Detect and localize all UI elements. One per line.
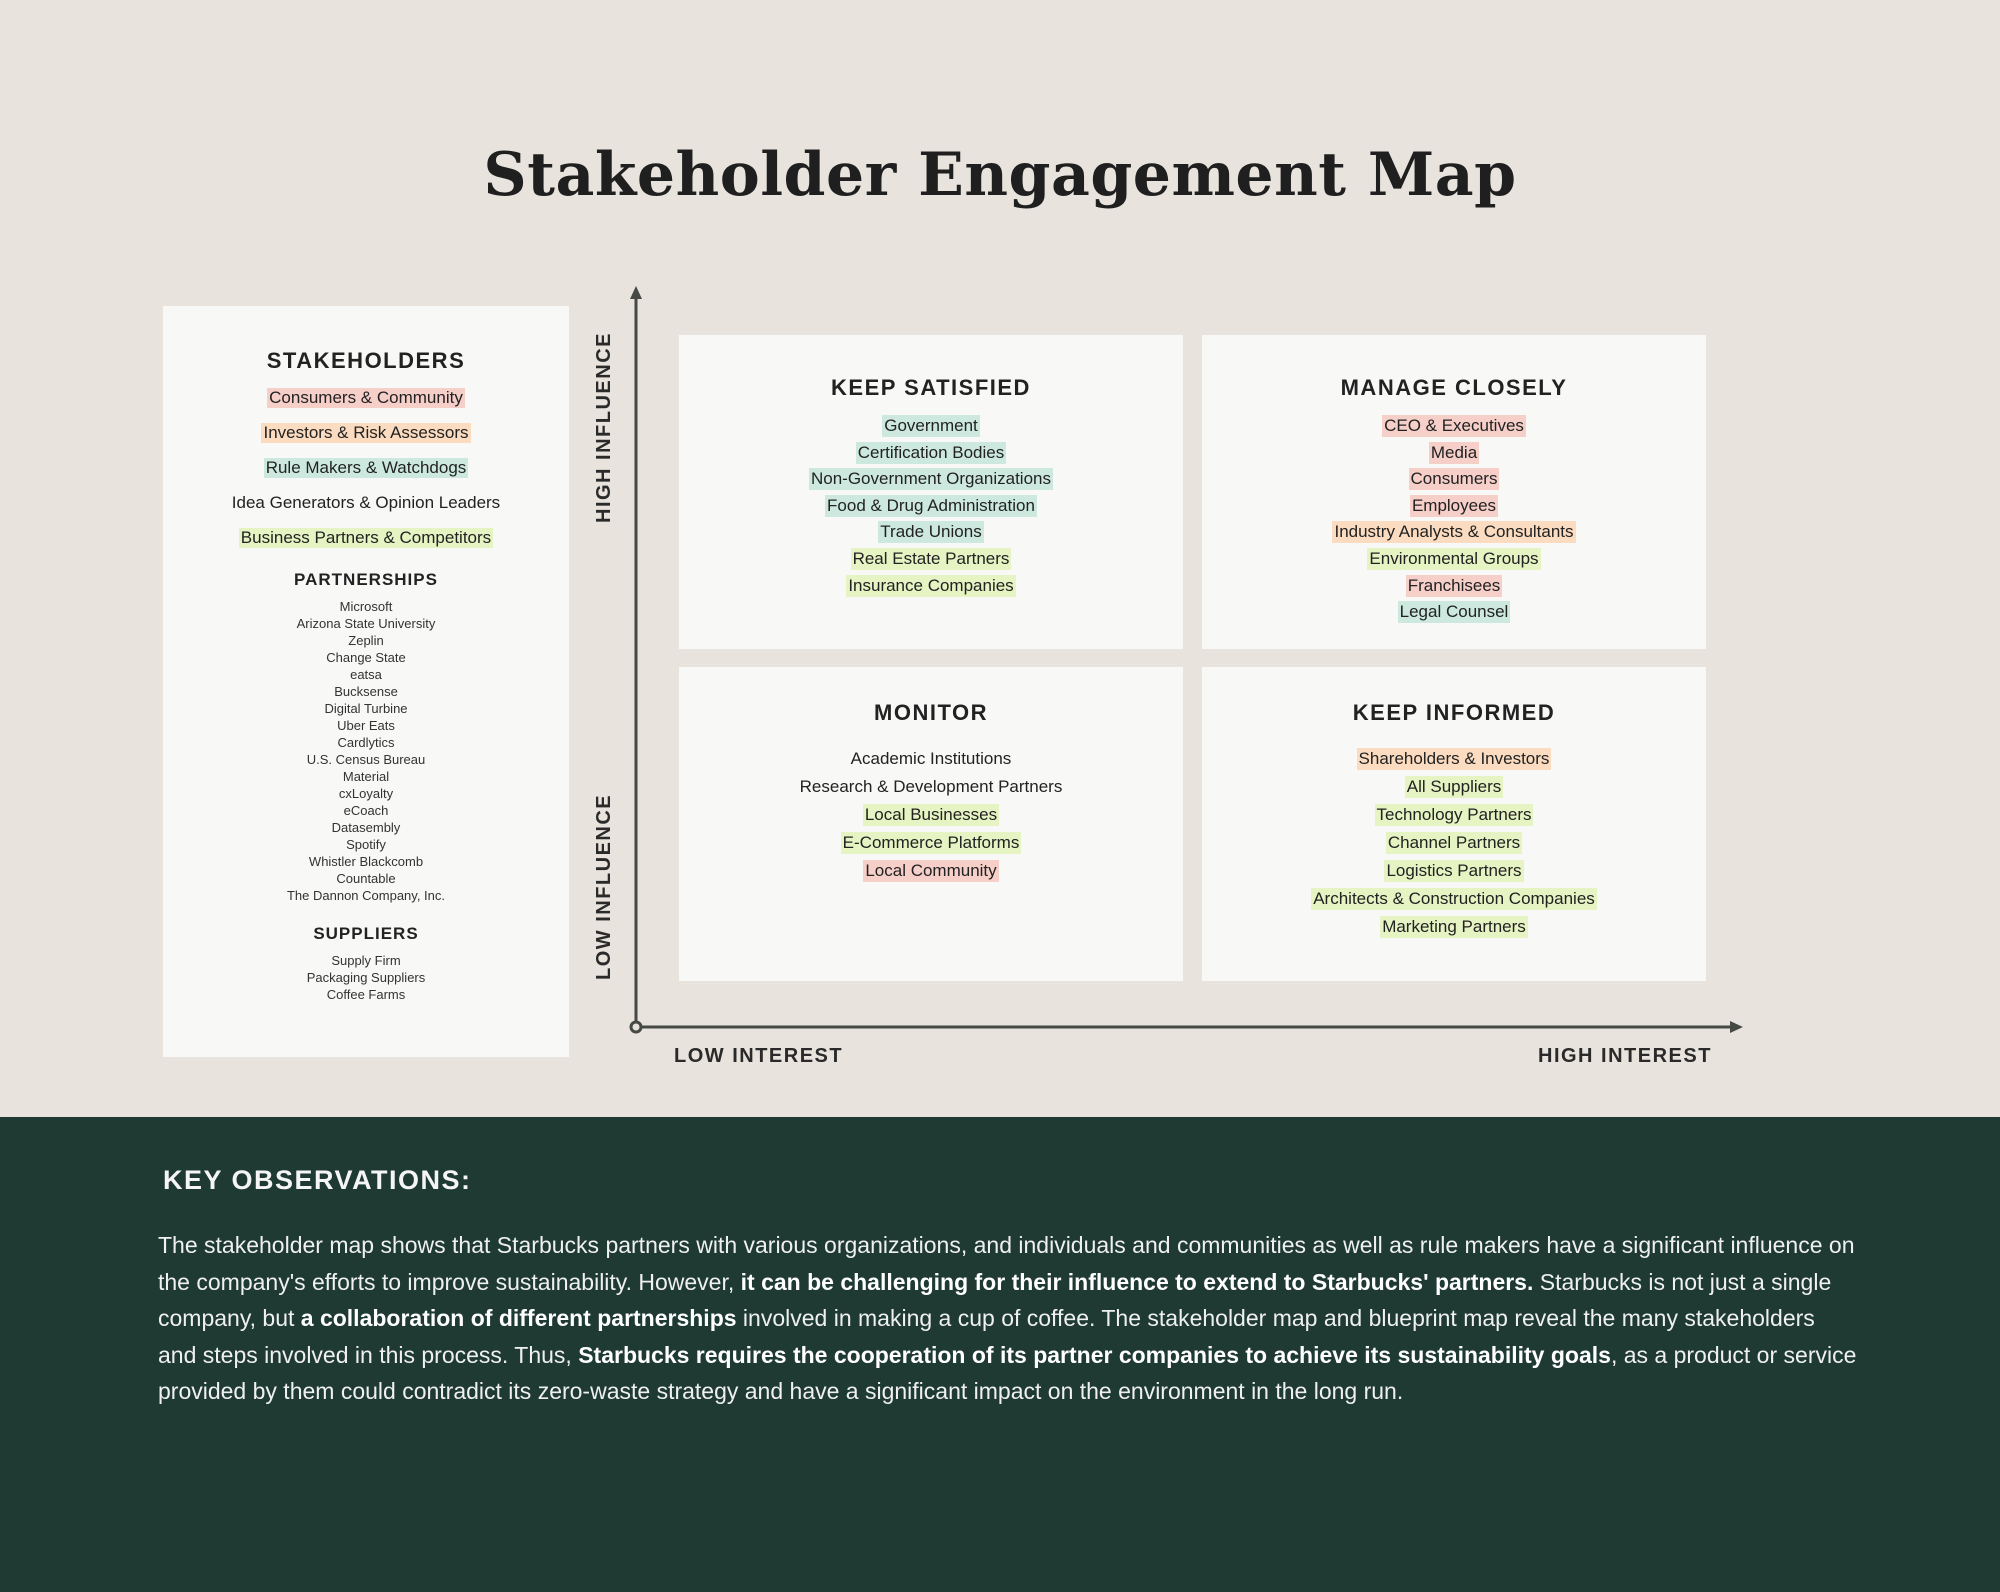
stakeholder-item xyxy=(679,832,1183,854)
stakeholder-item xyxy=(1202,415,1706,437)
list-item: Uber Eats xyxy=(337,718,395,733)
list-item: cxLoyalty xyxy=(338,786,394,801)
x-axis-arrow xyxy=(1730,1021,1743,1033)
stakeholder-item xyxy=(679,521,1183,543)
list-item: Cardlytics xyxy=(337,735,395,750)
stakeholder-label: Employees xyxy=(1411,495,1497,515)
observations-heading: KEY OBSERVATIONS: xyxy=(163,1165,472,1195)
suppliers-heading: SUPPLIERS xyxy=(313,924,419,943)
x-axis-low-label: LOW INTEREST xyxy=(674,1045,844,1067)
list-item: eCoach xyxy=(343,803,389,818)
observation-text: Starbucks is not just a single company, but xyxy=(158,1268,1832,1331)
stakeholder-item xyxy=(679,575,1183,597)
list-item: Microsoft xyxy=(339,599,393,614)
stakeholder-label: Shareholders & Investors xyxy=(1358,749,1550,768)
partnerships-heading: PARTNERSHIPS xyxy=(294,570,438,589)
stakeholder-item xyxy=(1202,888,1706,910)
list-item: Packaging Suppliers xyxy=(306,970,426,985)
list-item: Countable xyxy=(336,871,396,886)
list-item: Whistler Blackcomb xyxy=(308,854,424,869)
stakeholder-item xyxy=(1202,832,1706,854)
stakeholder-item xyxy=(679,468,1183,490)
observation-text: The stakeholder map shows that Starbucks partners with various organizations, and individuals and communities as well as rule makers have a significant influence on the company's efforts to improve sustainability. However, xyxy=(158,1232,1855,1295)
stakeholder-label: Government xyxy=(884,416,978,435)
list-item: Coffee Farms xyxy=(326,987,406,1002)
stakeholder-item xyxy=(1202,442,1706,464)
x-axis-high-label: HIGH INTEREST xyxy=(1538,1045,1712,1067)
y-axis-high-label: HIGH INFLUENCE xyxy=(593,332,615,523)
stakeholder-item xyxy=(1202,601,1706,623)
stakeholder-label: Research & Development Partners xyxy=(799,777,1063,796)
list-item: U.S. Census Bureau xyxy=(306,752,426,767)
stakeholder-item xyxy=(1202,804,1706,826)
list-item: Arizona State University xyxy=(296,616,436,631)
stakeholder-label: Legal Counsel xyxy=(1399,602,1509,622)
stakeholder-label: Consumers & Community xyxy=(269,388,463,407)
quadrant-heading: KEEP INFORMED xyxy=(1352,700,1556,725)
quadrant-manage-closely xyxy=(1202,335,1706,649)
stakeholder-label: Business Partners & Competitors xyxy=(240,528,492,547)
stakeholder-label: Industry Analysts & Consultants xyxy=(1334,522,1574,542)
quadrant-list xyxy=(1202,415,1706,623)
stakeholder-item xyxy=(1202,748,1706,770)
stakeholder-item xyxy=(679,548,1183,570)
stakeholder-label: Non-Government Organizations xyxy=(810,469,1051,489)
quadrant-heading: MONITOR xyxy=(874,700,988,725)
list-item: Digital Turbine xyxy=(324,701,408,716)
observation-text: involved in making a cup of coffee. The stakeholder map and blueprint map reveal the many stakeholders and steps involved in this process. Thus, xyxy=(158,1305,1815,1368)
observation-text: , as a product or service provided by them could contradict its zero-waste strategy and have a significant impact on the environment in the long run. xyxy=(158,1341,1857,1404)
list-item: Material xyxy=(342,769,390,784)
stakeholder-label: Media xyxy=(1430,442,1478,462)
stakeholder-label: Franchisees xyxy=(1407,575,1501,595)
stakeholder-label: All Suppliers xyxy=(1406,777,1502,796)
stakeholder-item xyxy=(1202,575,1706,597)
stakeholder-item xyxy=(679,776,1183,798)
quadrant-keep-informed xyxy=(1202,667,1706,981)
page-title: Stakeholder Engagement Map xyxy=(483,140,1517,210)
stakeholder-label: Local Community xyxy=(865,861,997,880)
stakeholder-label: Idea Generators & Opinion Leaders xyxy=(231,493,501,512)
quadrant-heading: MANAGE CLOSELY xyxy=(1340,375,1568,400)
stakeholder-label: Marketing Partners xyxy=(1382,917,1526,936)
stakeholder-item xyxy=(1202,776,1706,798)
observation-emphasis: Starbucks requires the cooperation of its partner companies to achieve its sustainability goals xyxy=(578,1341,1611,1368)
observations-text xyxy=(158,1227,1858,1410)
quadrant-heading: KEEP SATISFIED xyxy=(831,375,1031,400)
stakeholder-label: Local Businesses xyxy=(864,805,998,824)
stakeholders-heading: STAKEHOLDERS xyxy=(266,348,466,373)
list-item: Change State xyxy=(326,650,406,665)
quadrant-list xyxy=(1202,748,1706,938)
stakeholder-label: Certification Bodies xyxy=(857,442,1005,462)
stakeholder-label: Academic Institutions xyxy=(850,749,1012,768)
list-item: Bucksense xyxy=(334,684,398,699)
stakeholder-label: Trade Unions xyxy=(880,522,982,542)
stakeholder-item xyxy=(1202,860,1706,882)
list-item: Datasembly xyxy=(331,820,401,835)
list-item: Zeplin xyxy=(348,633,384,648)
stakeholder-label: Investors & Risk Assessors xyxy=(263,423,469,442)
y-axis-low-label: LOW INFLUENCE xyxy=(593,793,615,980)
stakeholder-label: Food & Drug Administration xyxy=(827,495,1035,515)
list-item: Supply Firm xyxy=(331,953,401,968)
stakeholder-item xyxy=(1202,495,1706,517)
axis-origin xyxy=(631,1022,641,1032)
list-item: Spotify xyxy=(346,837,386,852)
observation-emphasis: it can be challenging for their influence to extend to Starbucks' partners. xyxy=(740,1268,1534,1295)
quadrant-monitor xyxy=(679,667,1183,981)
stakeholder-item xyxy=(679,495,1183,517)
stakeholder-label: E-Commerce Platforms xyxy=(842,833,1020,852)
stakeholder-item xyxy=(679,415,1183,437)
stakeholder-label: Architects & Construction Companies xyxy=(1313,889,1595,908)
stakeholder-item xyxy=(679,804,1183,826)
stakeholder-item xyxy=(1202,468,1706,490)
stakeholder-item xyxy=(1202,548,1706,570)
stakeholder-label: CEO & Executives xyxy=(1384,416,1524,435)
stakeholder-label: Logistics Partners xyxy=(1386,861,1522,880)
stakeholder-item xyxy=(679,442,1183,464)
quadrant-list xyxy=(679,415,1183,597)
stakeholder-label: Consumers xyxy=(1410,469,1498,489)
stakeholder-item xyxy=(1202,916,1706,938)
stakeholder-label: Technology Partners xyxy=(1376,805,1532,824)
y-axis-arrow xyxy=(630,286,642,299)
stakeholder-label: Real Estate Partners xyxy=(852,548,1010,568)
stakeholder-item xyxy=(1202,521,1706,543)
observations-section xyxy=(0,1117,2000,1592)
stakeholder-label: Rule Makers & Watchdogs xyxy=(265,458,467,477)
list-item: eatsa xyxy=(350,667,382,682)
quadrant-list xyxy=(679,748,1183,882)
stakeholder-label: Environmental Groups xyxy=(1369,548,1539,568)
quadrant-keep-satisfied xyxy=(679,335,1183,649)
stakeholder-label: Insurance Companies xyxy=(848,575,1014,595)
stakeholder-item xyxy=(679,860,1183,882)
observation-emphasis: a collaboration of different partnerships xyxy=(300,1305,737,1331)
list-item: The Dannon Company, Inc. xyxy=(286,888,445,903)
stakeholder-item xyxy=(679,748,1183,770)
stakeholder-label: Channel Partners xyxy=(1387,833,1521,852)
